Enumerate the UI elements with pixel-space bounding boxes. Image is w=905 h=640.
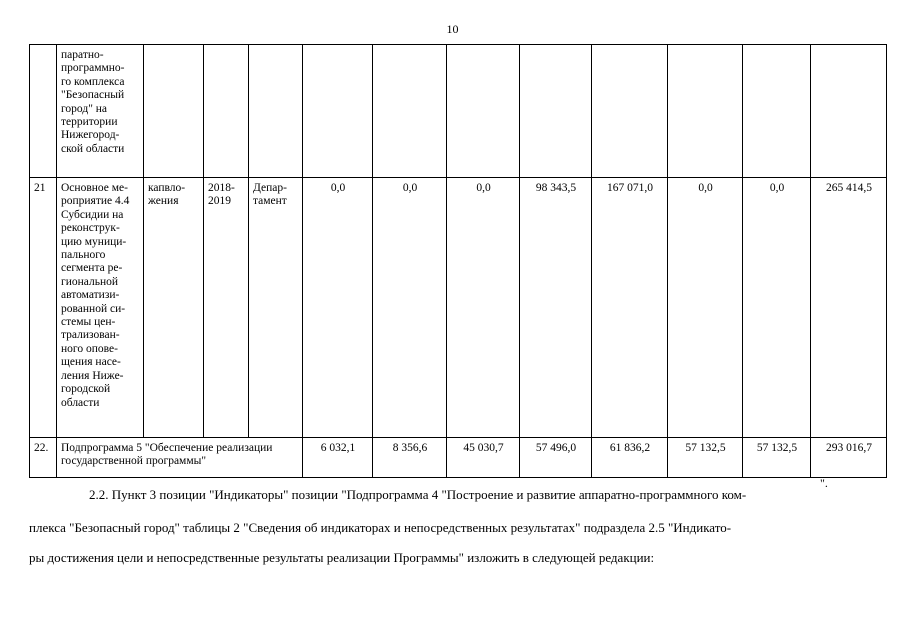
value-cell: 45 030,7 [447,438,520,478]
executor-cell: Депар- тамент [249,178,303,438]
budget-table [29,44,887,478]
row-number-cell: 22. [30,438,57,478]
subprogram-name-cell: Подпрограмма 5 "Обеспечение реализации государственной программы" [57,438,303,478]
value-cell [447,45,520,178]
period-cell: 2018- 2019 [204,178,249,438]
value-cell: 265 414,5 [811,178,887,438]
page-number: 10 [446,22,459,36]
value-cell: 6 032,1 [303,438,373,478]
measure-name-cell: паратно- программно- го комплекса "Безопасный город" на территории Нижегород- ской области [57,45,144,178]
value-cell: 0,0 [743,178,811,438]
value-cell: 57 132,5 [668,438,743,478]
category-cell: капвло- жения [144,178,204,438]
value-cell [811,45,887,178]
value-cell [373,45,447,178]
table-row [30,438,887,478]
row-number-cell [30,45,57,178]
value-cell [743,45,811,178]
paragraph-line-1: 2.2. Пункт 3 позиции "Индикаторы" позиции "Подпрограмма 4 "Построение и развитие аппаратно-программного ком- [89,487,747,502]
value-cell: 0,0 [668,178,743,438]
executor-cell [249,45,303,178]
value-cell: 57 496,0 [520,438,592,478]
value-cell: 0,0 [303,178,373,438]
value-cell [303,45,373,178]
value-cell [520,45,592,178]
table-row [30,45,887,178]
value-cell: 293 016,7 [811,438,887,478]
value-cell: 0,0 [373,178,447,438]
row-number-cell: 21 [30,178,57,438]
table-row [30,178,887,438]
value-cell: 0,0 [447,178,520,438]
value-cell: 98 343,5 [520,178,592,438]
closing-quote: ". [820,476,828,490]
value-cell: 61 836,2 [592,438,668,478]
paragraph-line-3: ры достижения цели и непосредственные результаты реализации Программы" изложить в следующей редакции: [29,550,655,565]
value-cell: 57 132,5 [743,438,811,478]
category-cell [144,45,204,178]
paragraph-line-2: плекса "Безопасный город" таблицы 2 "Сведения об индикаторах и непосредственных результатах" подраздела 2.5 "Индикато- [29,520,732,535]
period-cell [204,45,249,178]
value-cell [668,45,743,178]
value-cell [592,45,668,178]
value-cell: 167 071,0 [592,178,668,438]
value-cell: 8 356,6 [373,438,447,478]
measure-name-cell: Основное ме- роприятие 4.4 Субсидии на реконструк- цию муници- пального сегмента ре- гиональной автоматизи- рованной си- стемы цен- трализован- ного опове- щения насе- ления Ниже- городской области [57,178,144,438]
